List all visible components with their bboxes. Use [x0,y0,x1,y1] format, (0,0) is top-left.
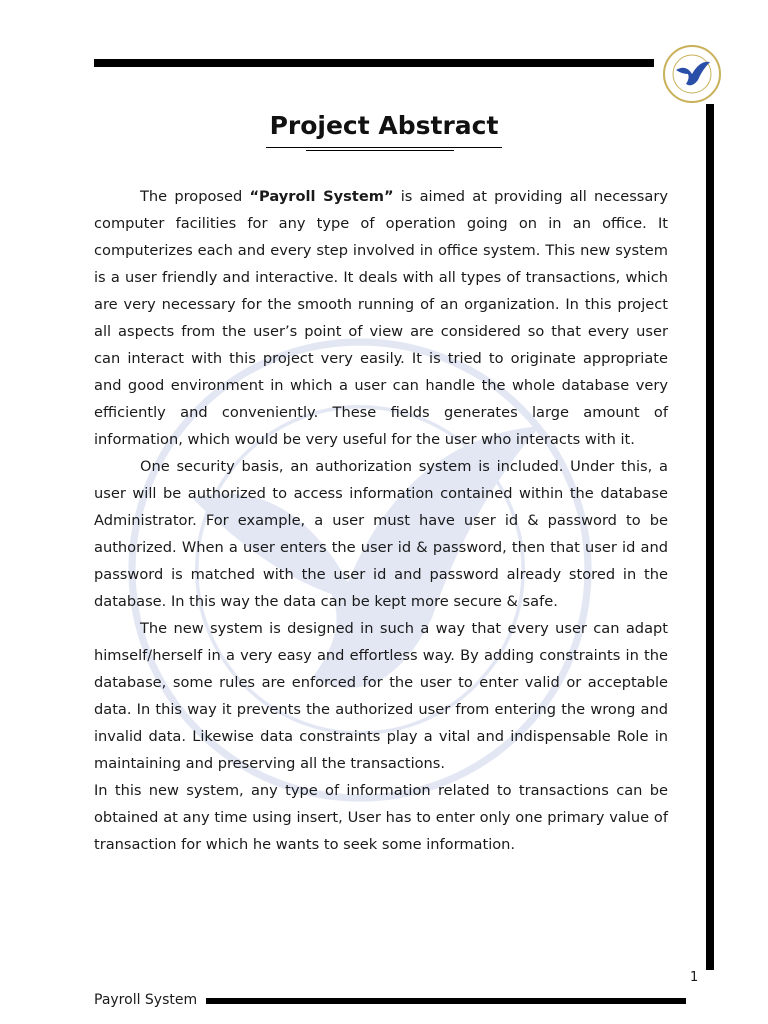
footer-title: Payroll System [94,992,198,1008]
footer-rule [206,998,686,1004]
paragraph-information: In this new system, any type of information related to transactions can be obtained at any time using insert, User has to enter only one primary value of transaction for which he wants to seek some information. [94,782,668,853]
right-rule [706,104,714,970]
top-rule [94,59,654,67]
system-name: “Payroll System” [249,188,394,205]
abstract-body [94,183,668,858]
page-number: 1 [690,970,699,985]
college-seal-icon [662,44,722,104]
title-underline [306,150,454,151]
paragraph-security: One security basis, an authorization system is included. Under this, a user will be authorized to access information contained within the database Administrator. For example, a user must have user id & password to be authorized. When a user enters the user id & password, then that user id and password is matched with the user id and password already stored in the database. In this way the data can be kept more secure & safe. [94,458,668,610]
paragraph-intro-lead: The proposed [140,188,250,205]
paragraph-design: The new system is designed in such a way that every user can adapt himself/herself in a very easy and effortless way. By adding constraints in the database, some rules are enforced for the user to enter valid or acceptable data. In this way it prevents the authorized user from entering the wrong and invalid data. Likewise data constraints play a vital and indispensable Role in maintaining and preserving all the transactions. [94,620,668,772]
paragraph-intro [94,183,668,453]
paragraph-intro-rest: is aimed at providing all necessary computer facilities for any type of operation going on in an office. It computerizes each and every step involved in office system. This new system is a user friendly and interactive. It deals with all types of transactions, which are very necessary for the smooth running of an organization. In this project all aspects from the user’s point of view are considered so that every user can interact with this project very easily. It is tried to originate appropriate and good environment in which a user can handle the whole database very efficiently and conveniently. These fields generates large amount of information, which would be very useful for the user who interacts with it. [94,188,668,448]
page-title: Project Abstract [266,108,503,148]
